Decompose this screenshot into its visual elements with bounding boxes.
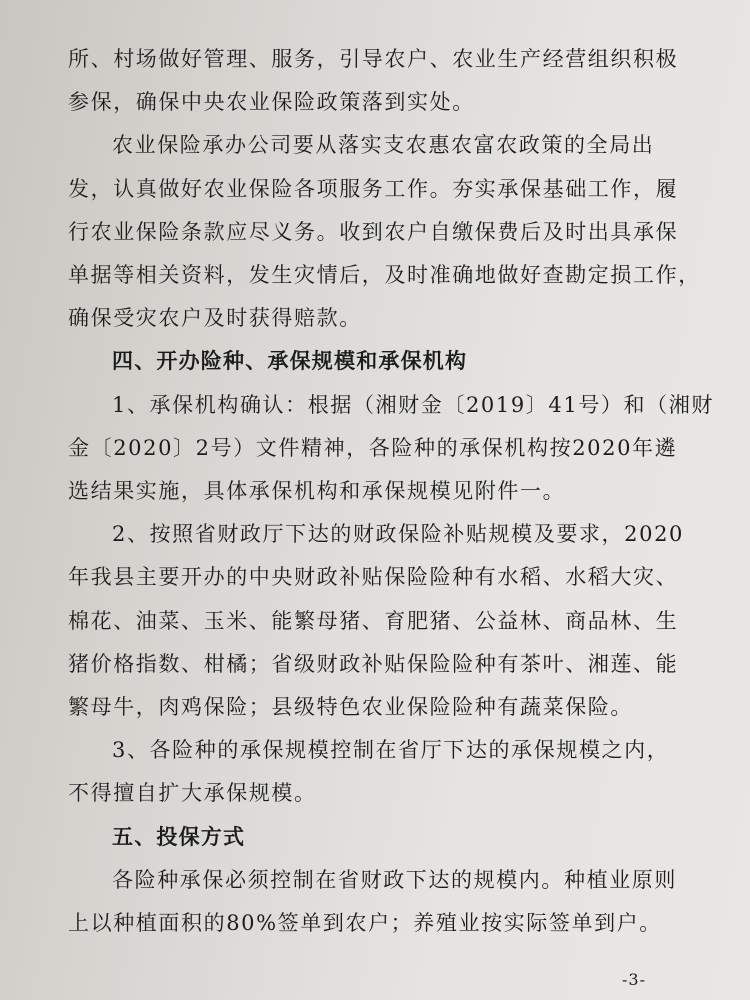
section-heading: 五、投保方式 <box>112 824 246 849</box>
text-line: 农业保险承办公司要从落实支农惠农富农政策的全局出 <box>112 133 655 158</box>
text-line: 各险种承保必须控制在省财政下达的规模内。种植业原则 <box>112 867 677 892</box>
page-number: -3- <box>622 970 646 989</box>
text-line: 参保，确保中央农业保险政策落到实处。 <box>68 90 475 115</box>
text-line: 上以种植面积的80%签单到农户；养殖业按实际签单到户。 <box>68 911 662 935</box>
text-line: 不得擅自扩大承保规模。 <box>68 781 317 806</box>
text-line: 发，认真做好农业保险各项服务工作。夯实承保基础工作，履 <box>68 176 679 201</box>
text-line: 单据等相关资料，发生灾情后，及时准确地做好查勘定损工作， <box>68 263 701 287</box>
text-line: 3、各险种的承保规模控制在省厅下达的承保规模之内， <box>112 738 670 763</box>
text-line: 确保受灾农户及时获得赔款。 <box>68 306 362 331</box>
text-line: 行农业保险条款应尽义务。收到农户自缴保费后及时出具承保 <box>68 219 679 244</box>
text-line: 棉花、油菜、玉米、能繁母猪、育肥猪、公益林、商品林、生 <box>68 608 679 633</box>
text-line: 繁母牛，肉鸡保险；县级特色农业保险险种有蔬菜保险。 <box>68 695 633 719</box>
text-line: 猪价格指数、柑橘；省级财政补贴保险险种有茶叶、湘莲、能 <box>68 651 679 676</box>
text-line: 选结果实施，具体承保机构和承保规模见附件一。 <box>68 479 566 503</box>
text-line: 2、按照省财政厅下达的财政保险补贴规模及要求，2020 <box>112 522 685 547</box>
section-heading: 四、开办险种、承保规模和承保机构 <box>112 349 468 374</box>
text-line: 年我县主要开办的中央财政补贴保险险种有水稻、水稻大灾、 <box>68 565 679 590</box>
text-line: 1、承保机构确认：根据（湘财金〔2019〕41号）和（湘财 <box>112 392 714 417</box>
text-line: 金〔2020〕2号）文件精神，各险种的承保机构按2020年遴 <box>68 435 678 460</box>
text-line: 所、村场做好管理、服务，引导农户、农业生产经营组织积极 <box>68 47 679 71</box>
